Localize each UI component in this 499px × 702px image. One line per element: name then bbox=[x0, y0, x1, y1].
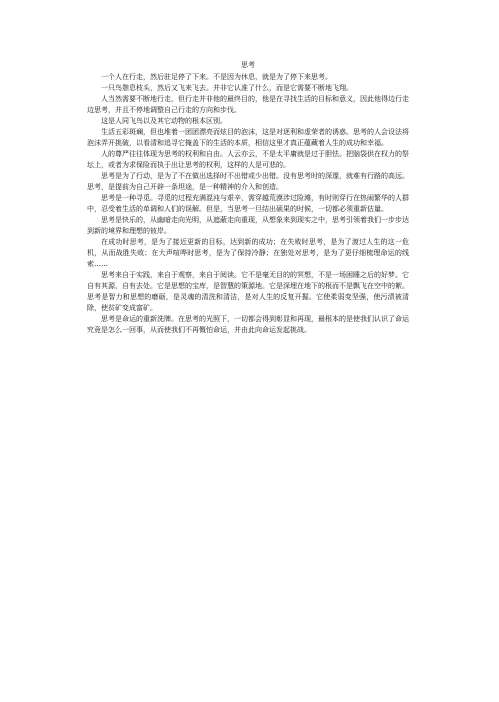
paragraph-6: 人的尊严往往体现为思考的权利和自由。人云亦云，不是太平庸就是过于胆怯。把脑袋供在权力的祭坛上，或者为求保险而执于出让思考的权利，这样的人是可悲的。 bbox=[87, 150, 409, 169]
paragraph-10: 在成功时思考，是为了接近更新的目标，达到新的成功；在失败时思考，是为了渡过人生的这一危机，从而战胜失败；在大声喧哗时思考，是为了保持冷静；在独处对思考，是为了更仔细梳理命运的线索…… bbox=[87, 238, 409, 268]
paragraph-5: 生活五彩斑斓，但也堆着一团团漂亮而炫目的泡沫，这是对逐利和虚荣者的诱惑。思考的人会设法将泡沫弄开挑破，以看清和追寻它掩盖下的生活的本质，相信这里才真正蕴藏着人生的成功和幸福。 bbox=[87, 128, 409, 147]
paragraph-8: 思考是一种寻觅。寻觅的过程充满混沌与艰辛，需穿越荒漠涉过险滩，有时则穿行在热闹繁华的人群中，忍受着生活的单调和人们的误解。但是，当思考一旦结出硕果的时候，一切都必须重新估量。 bbox=[87, 194, 409, 213]
paragraph-12: 思考是命运的重新洗牌。在思考的光照下，一切都会得到彰显和再现，最根本的是使我们认识了命运究竟是怎么一回事，从而使我们不再慨怕命运，并由此向命运发起挑战。 bbox=[87, 315, 409, 334]
document-title: 思考 bbox=[241, 61, 255, 69]
paragraph-1: 一个人在行走，然后驻足停了下来。不是因为休息，就是为了停下来思考。 bbox=[101, 73, 332, 81]
paragraph-11: 思考来自于实践，来自于观察，来自于阅读。它不是毫无目的的冥想，不是一场困睡之后的好梦。它自有其源，自有去处。它是思想的宝库，是智慧的策源地。它是深埋在地下的根而不是飘飞在空中的絮。思考是智力和思想的磨砺，是灵魂的清洗和清洁，是对人生的反复开掘。它使柔弱变坚强，使污渍被清除，使贫矿变成富矿。 bbox=[87, 271, 409, 312]
paragraph-2: 一只鸟憩息枝头，然后又飞来飞去。并非它认准了什么，而是它需要不断地飞翔。 bbox=[101, 84, 353, 92]
paragraph-9: 思考是快乐的，从幽暗走向光明，从遮蔽走向重现，从想象来到现实之中，思考引领着我们一步步达到新的境界和理想的彼岸。 bbox=[87, 216, 409, 235]
paragraph-7: 思考是为了行动，是为了不在做出选择时不出错或少出错。没有思考时的深邃，就难有行路的高远。思考，是提前为自己开辟一条坦途，是一种精神的介入和创造。 bbox=[87, 172, 409, 191]
document-page bbox=[87, 60, 409, 336]
paragraph-4: 这是人同飞鸟以及其它动物的根本区别。 bbox=[101, 117, 227, 125]
paragraph-3: 人当然需要不断地行走，但行走并非他的最终目的，他是在寻找生活的目标和意义，因此他得边行走边思考，并且不停地调整自己行走的方向和步伐。 bbox=[87, 95, 409, 114]
